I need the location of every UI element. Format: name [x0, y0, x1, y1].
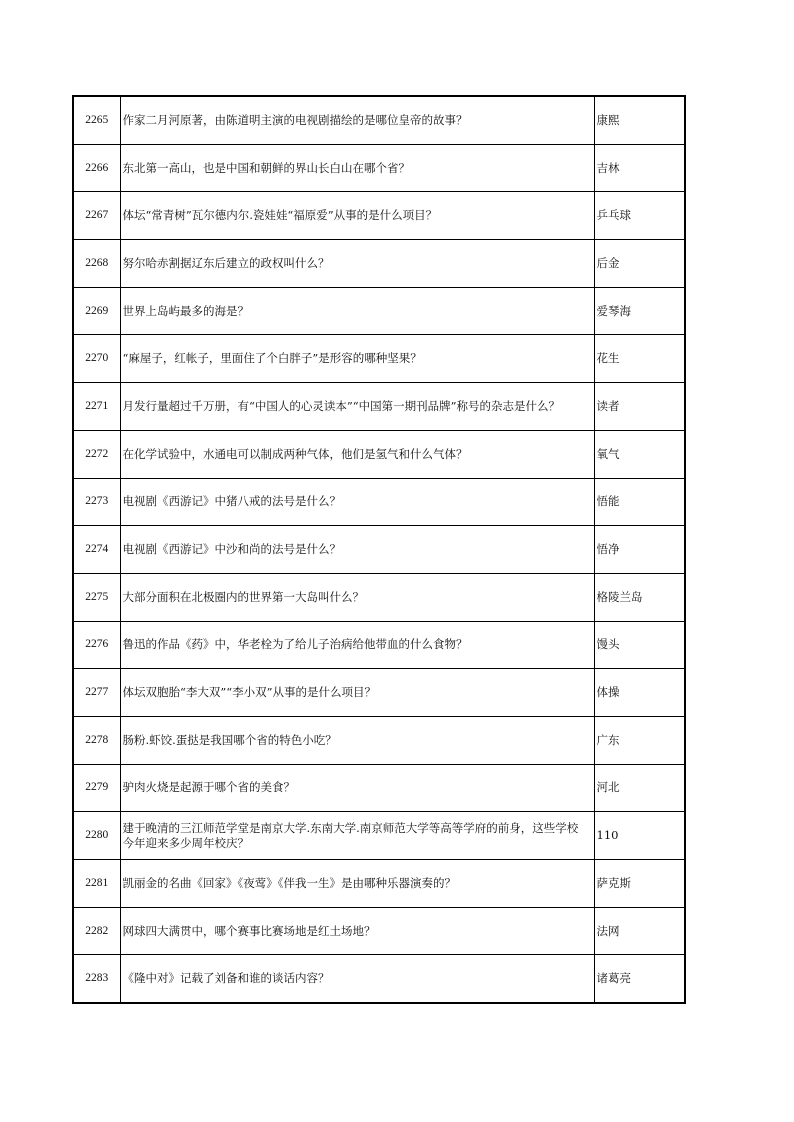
table-row: [73, 907, 685, 955]
row-number: 2273: [73, 478, 120, 526]
answer-cell: 悟净: [594, 526, 685, 574]
table-row: [73, 335, 685, 383]
question-cell: 在化学试验中，水通电可以制成两种气体，他们是氢气和什么气体？: [120, 430, 594, 478]
table-row: [73, 287, 685, 335]
row-number: 2268: [73, 240, 120, 288]
answer-cell: 法网: [594, 907, 685, 955]
answer-cell: 读者: [594, 383, 685, 431]
answer-cell: 广东: [594, 716, 685, 764]
table-row: [73, 383, 685, 431]
question-cell: 驴肉火烧是起源于哪个省的美食？: [120, 764, 594, 812]
row-number: 2281: [73, 860, 120, 908]
quiz-table-body: [73, 96, 685, 1003]
question-cell: 月发行量超过千万册，有“中国人的心灵读本”“中国第一期刊品牌”称号的杂志是什么？: [120, 383, 594, 431]
answer-cell: 吉林: [594, 144, 685, 192]
table-row: [73, 526, 685, 574]
table-row: [73, 764, 685, 812]
row-number: 2275: [73, 573, 120, 621]
answer-cell: 悟能: [594, 478, 685, 526]
row-number: 2277: [73, 669, 120, 717]
quiz-table: [72, 95, 686, 1004]
row-number: 2272: [73, 430, 120, 478]
table-row: [73, 573, 685, 621]
question-cell: “麻屋子，红帐子，里面住了个白胖子”是形容的哪种坚果？: [120, 335, 594, 383]
row-number: 2265: [73, 96, 120, 144]
row-number: 2267: [73, 192, 120, 240]
question-cell: 网球四大满贯中，哪个赛事比赛场地是红土场地？: [120, 907, 594, 955]
answer-cell: 馒头: [594, 621, 685, 669]
row-number: 2269: [73, 287, 120, 335]
row-number: 2274: [73, 526, 120, 574]
question-cell: 肠粉.虾饺.蛋挞是我国哪个省的特色小吃？: [120, 716, 594, 764]
table-row: [73, 860, 685, 908]
row-number: 2278: [73, 716, 120, 764]
question-cell: 体坛双胞胎“李大双”“李小双”从事的是什么项目？: [120, 669, 594, 717]
answer-cell: 爱琴海: [594, 287, 685, 335]
question-cell: 东北第一高山，也是中国和朝鲜的界山长白山在哪个省？: [120, 144, 594, 192]
answer-cell: 康熙: [594, 96, 685, 144]
answer-cell: 花生: [594, 335, 685, 383]
table-row: [73, 716, 685, 764]
question-cell: 凯丽金的名曲《回家》《夜莺》《伴我一生》是由哪种乐器演奏的？: [120, 860, 594, 908]
row-number: 2276: [73, 621, 120, 669]
question-cell: 世界上岛屿最多的海是？: [120, 287, 594, 335]
row-number: 2282: [73, 907, 120, 955]
question-cell: 努尔哈赤割据辽东后建立的政权叫什么？: [120, 240, 594, 288]
table-row: [73, 669, 685, 717]
row-number: 2266: [73, 144, 120, 192]
question-cell: 鲁迅的作品《药》中，华老栓为了给儿子治病给他带血的什么食物？: [120, 621, 594, 669]
table-row: [73, 621, 685, 669]
table-row: [73, 96, 685, 144]
answer-cell: 110: [594, 812, 685, 860]
answer-cell: 河北: [594, 764, 685, 812]
answer-cell: 萨克斯: [594, 860, 685, 908]
question-cell: 作家二月河原著，由陈道明主演的电视剧描绘的是哪位皇帝的故事？: [120, 96, 594, 144]
table-row: [73, 240, 685, 288]
question-cell: 电视剧《西游记》中沙和尚的法号是什么？: [120, 526, 594, 574]
question-cell: 《隆中对》记载了刘备和谁的谈话内容？: [120, 955, 594, 1003]
question-cell: 电视剧《西游记》中猪八戒的法号是什么？: [120, 478, 594, 526]
table-row: [73, 478, 685, 526]
table-row: [73, 955, 685, 1003]
answer-cell: 氧气: [594, 430, 685, 478]
table-row: [73, 430, 685, 478]
answer-cell: 体操: [594, 669, 685, 717]
question-cell: 建于晚清的三江师范学堂是南京大学.东南大学.南京师范大学等高等学府的前身，这些学校今年迎来多少周年校庆？: [120, 812, 594, 860]
row-number: 2271: [73, 383, 120, 431]
row-number: 2279: [73, 764, 120, 812]
row-number: 2270: [73, 335, 120, 383]
table-row: [73, 144, 685, 192]
row-number: 2283: [73, 955, 120, 1003]
answer-cell: 诸葛亮: [594, 955, 685, 1003]
answer-cell: 后金: [594, 240, 685, 288]
row-number: 2280: [73, 812, 120, 860]
answer-cell: 乒乓球: [594, 192, 685, 240]
question-cell: 大部分面积在北极圈内的世界第一大岛叫什么？: [120, 573, 594, 621]
question-cell: 体坛“常青树”瓦尔德内尔.瓷娃娃“福原爱”从事的是什么项目？: [120, 192, 594, 240]
table-row: [73, 192, 685, 240]
table-row: [73, 812, 685, 860]
answer-cell: 格陵兰岛: [594, 573, 685, 621]
